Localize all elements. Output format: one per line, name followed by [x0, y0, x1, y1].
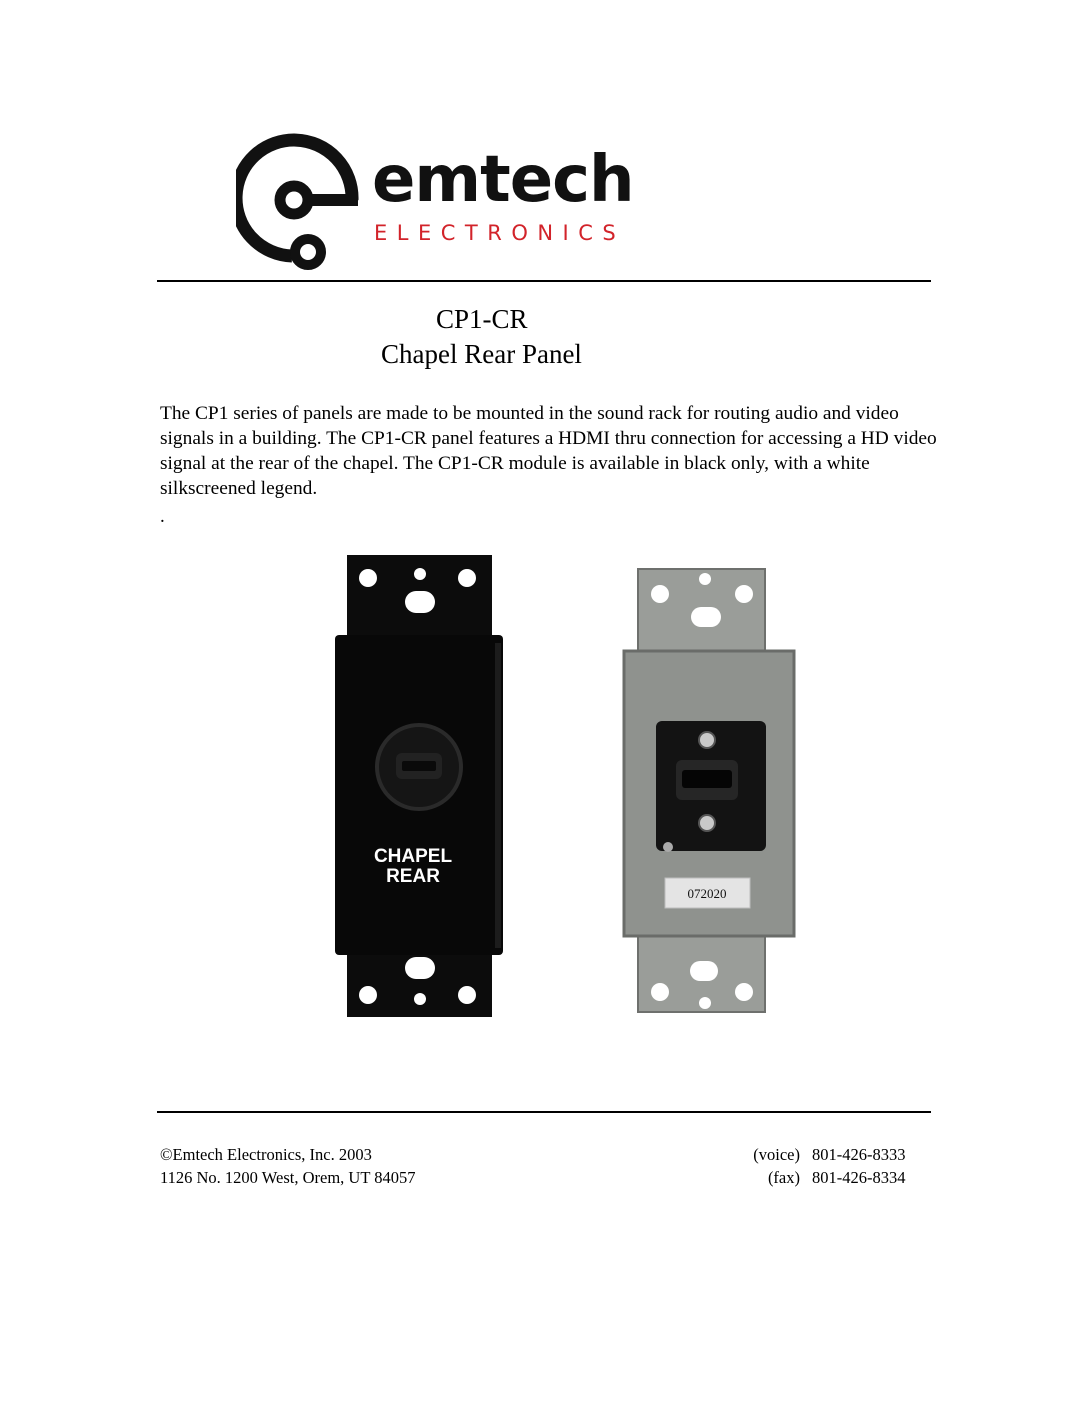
header-divider: [157, 280, 931, 282]
company-address: 1126 No. 1200 West, Orem, UT 84057: [160, 1168, 416, 1187]
logo-mark-icon: [236, 128, 376, 276]
back-panel-photo: [620, 565, 800, 1020]
voice-row: [722, 1143, 906, 1166]
front-legend-line2: REAR: [386, 866, 440, 887]
copyright-text: ©Emtech Electronics, Inc. 2003: [160, 1145, 372, 1164]
brand-subtitle: ELECTRONICS: [374, 221, 626, 245]
product-model: CP1-CR: [436, 304, 528, 334]
fax-label: (fax): [767, 1168, 800, 1187]
footer-company: [160, 1143, 415, 1189]
front-panel-photo: [330, 555, 530, 1025]
fax-row: [722, 1166, 906, 1189]
stray-dot: .: [160, 506, 165, 527]
product-description: The CP1 series of panels are made to be mounted in the sound rack for routing audio and video signals in a building. The CP1-CR panel features a HDMI thru connection for accessing a HD video signal at the rear of the chapel. The CP1-CR module is available in black only, with a white silkscreened legend.: [160, 403, 937, 499]
product-title: Chapel Rear Panel: [381, 339, 582, 369]
footer-divider: [157, 1111, 931, 1113]
voice-number: 801-426-8333: [812, 1145, 906, 1164]
front-legend-line1: CHAPEL: [373, 846, 453, 867]
serial-label: 072020: [687, 886, 727, 901]
brand-name: emtech: [372, 143, 634, 217]
footer-contact: [722, 1143, 906, 1189]
voice-label: (voice): [753, 1145, 800, 1164]
fax-number: 801-426-8334: [812, 1168, 906, 1187]
